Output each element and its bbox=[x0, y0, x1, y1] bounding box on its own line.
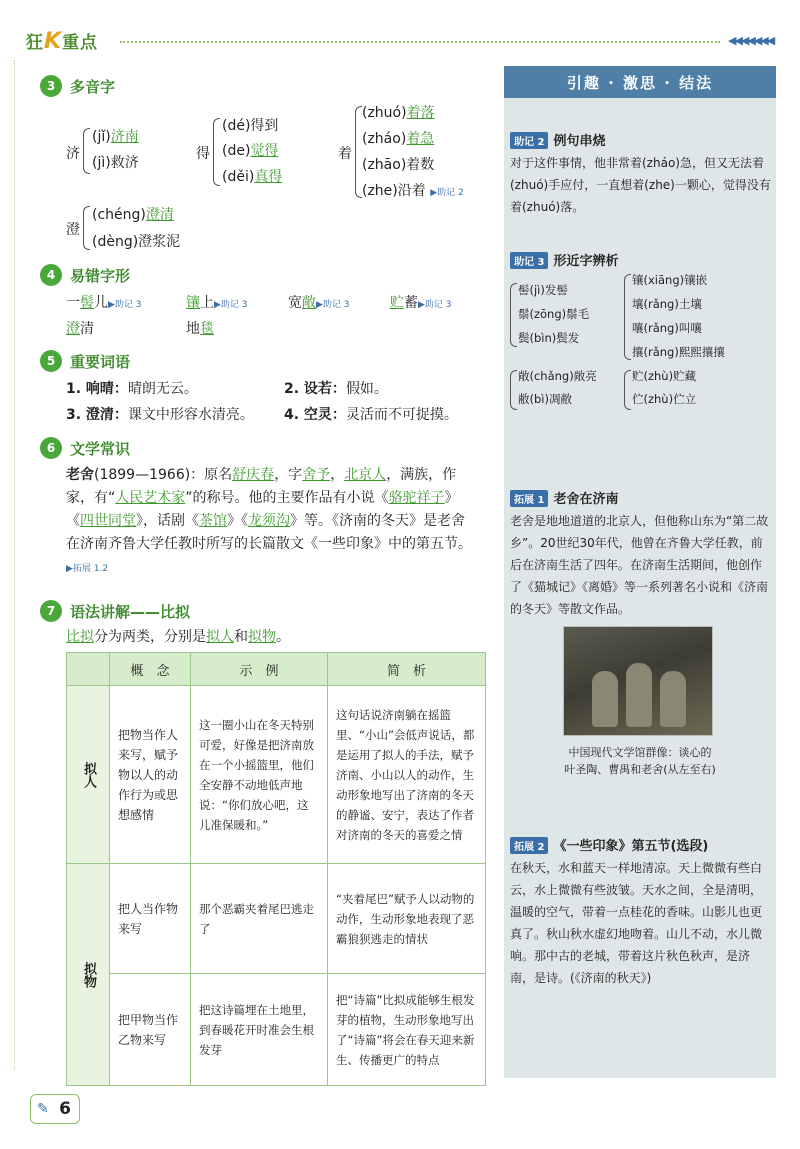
table-header-row bbox=[67, 653, 486, 686]
brace bbox=[83, 128, 90, 174]
polyphone-line: (jì)救济 bbox=[92, 155, 139, 171]
concept-cell: 把人当作物来写 bbox=[110, 864, 191, 974]
table-header-cell: 简 析 bbox=[328, 653, 486, 686]
polyphone-line: (de)觉得 bbox=[222, 143, 279, 159]
similar-char: 鬓(bìn)鬓发 bbox=[518, 331, 580, 345]
vocab-item: 4. 空灵：灵活而不可捉摸。 bbox=[284, 407, 458, 423]
example-cell: 那个恶霸夹着尾巴逃走了 bbox=[191, 864, 328, 974]
header-arrows-icon: ◀◀◀◀◀◀◀ bbox=[728, 34, 774, 47]
photo-caption: 中国现代文学馆群像：谈心的 叶圣陶、曹禺和老舍(从左至右) bbox=[564, 746, 716, 776]
brace bbox=[624, 370, 631, 410]
table-row bbox=[67, 864, 486, 974]
section-title: 多音字 bbox=[70, 77, 116, 96]
brace bbox=[213, 118, 220, 186]
memo-2-text: 对于这件事情，他非常着(zháo)急，但又无法着(zhuó)手应付，一直想着(zhe)一颗心，觉得没有着(zhuó)落。 bbox=[510, 156, 771, 214]
error-prone-word: 贮蓄▶助记 3 bbox=[390, 295, 452, 311]
table-row bbox=[67, 686, 486, 864]
brace bbox=[510, 283, 517, 347]
example-cell: 把这诗篇埋在土地里，到春暖花开时准会生根发芽 bbox=[191, 974, 328, 1086]
analysis-cell: 把“诗篇”比拟成能够生根发芽的植物，生动形象地写出了“诗篇”将会在春天迎来新生、传播更广的特点 bbox=[328, 974, 486, 1086]
logo-text-b: 重点 bbox=[62, 33, 99, 53]
similar-char: 伫(zhù)伫立 bbox=[632, 392, 697, 406]
polyphone-char-cheng: 澄 bbox=[66, 222, 80, 238]
memo-2-title: 助记 2 例句串烧 bbox=[510, 130, 605, 149]
header-logo bbox=[26, 28, 98, 54]
statue-figure bbox=[626, 663, 652, 727]
similar-char: 镶(xiāng)镶嵌 bbox=[632, 273, 708, 287]
section-6-heading bbox=[40, 437, 130, 459]
memo-3-title: 助记 3 形近字辨析 bbox=[510, 250, 618, 269]
statue-photo bbox=[563, 626, 713, 736]
error-prone-word: 宽敞▶助记 3 bbox=[288, 295, 350, 311]
similar-char: 髻(jì)发髻 bbox=[518, 283, 568, 297]
logo-text-a: 狂 bbox=[26, 33, 44, 53]
logo-text-k: K bbox=[44, 29, 63, 54]
vocab-item: 1. 响晴：晴朗无云。 bbox=[66, 381, 198, 397]
concept-cell: 把甲物当作乙物来写 bbox=[110, 974, 191, 1086]
section-title: 重要词语 bbox=[70, 352, 131, 371]
analysis-cell: “夹着尾巴”赋予人以动物的动作，生动形象地表现了恶霸狼狈逃走的情状 bbox=[328, 864, 486, 974]
grammar-table bbox=[66, 652, 486, 1086]
grammar-intro: 比拟分为两类，分别是拟人和拟物。 bbox=[66, 629, 290, 645]
polyphone-line: (dé)得到 bbox=[222, 118, 279, 134]
vocab-item: 2. 设若：假如。 bbox=[284, 381, 388, 397]
extension-2-title: 拓展 2 《一些印象》第五节(选段) bbox=[510, 835, 708, 854]
section-number-badge: 3 bbox=[40, 75, 62, 97]
error-prone-word: 一髻儿▶助记 3 bbox=[66, 295, 142, 311]
extension-1-title: 拓展 1 老舍在济南 bbox=[510, 488, 618, 507]
error-prone-word: 澄清 bbox=[66, 321, 94, 337]
polyphone-line: (zháo)着急 bbox=[362, 131, 435, 147]
header-dotted-rule bbox=[120, 41, 720, 43]
brace bbox=[355, 106, 362, 198]
page-number: ✎ 6 bbox=[30, 1094, 80, 1124]
similar-char: 嚷(rǎng)叫嚷 bbox=[632, 321, 702, 335]
polyphone-line: (jǐ)济南 bbox=[92, 129, 139, 145]
polyphone-char-ji: 济 bbox=[66, 146, 80, 162]
similar-char: 壤(rǎng)土壤 bbox=[632, 297, 702, 311]
error-prone-word: 地毯 bbox=[186, 321, 214, 337]
section-title: 文学常识 bbox=[70, 439, 131, 458]
similar-char: 鬃(zōng)鬃毛 bbox=[518, 307, 590, 321]
error-prone-word: 镶上▶助记 3 bbox=[186, 295, 248, 311]
similar-char: 敞(chǎng)敞亮 bbox=[518, 369, 597, 383]
polyphone-char-de: 得 bbox=[196, 146, 210, 162]
brace bbox=[510, 370, 517, 410]
sidebar-header: 引趣 · 激思 · 结法 bbox=[504, 66, 776, 98]
extension-1-text: 老舍是地地道道的北京人，但他称山东为“第二故乡”。20世纪30年代，他曾在齐鲁大学任教，前后在济南生活了四年。在济南生活期间，他创作了《猫城记》《离婚》等一系列著名小说和《济南的冬天》等散文作品。 bbox=[510, 514, 769, 616]
polyphone-line: (dèng)澄浆泥 bbox=[92, 234, 181, 250]
polyphone-line: (zhuó)着落 bbox=[362, 105, 435, 121]
polyphone-char-zhao: 着 bbox=[338, 146, 352, 162]
extension-2-text: 在秋天，水和蓝天一样地清凉。天上微微有些白云，水上微微有些波皱。天水之间，全是清明，温暖的空气，带着一点桂花的香味。山影儿也更真了。秋山秋水虚幻地吻着。山儿不动，水儿微响。那中古的老城，带着这片秋色秋声，是济南，是诗。(《济南的秋天》) bbox=[510, 861, 763, 985]
table-header-cell: 示 例 bbox=[191, 653, 328, 686]
example-cell: 这一圈小山在冬天特别可爱，好像是把济南放在一个小摇篮里，他们全安静不动地低声地说：“你们放心吧，这儿准保暖和。” bbox=[191, 686, 328, 864]
statue-figure bbox=[592, 671, 618, 727]
section-number-badge: 6 bbox=[40, 437, 62, 459]
section-title: 易错字形 bbox=[70, 266, 131, 285]
literature-paragraph: 老舍(1899—1966)：原名舒庆春，字舍予，北京人，满族，作家，有“人民艺术家”的称号。他的主要作品有小说《骆驼祥子》《四世同堂》，话剧《茶馆》《龙须沟》等。《济南的冬天》是老舍在济南齐鲁大学任教时所写的长篇散文《一些印象》中的第五节。▶拓展 1.2 bbox=[66, 467, 472, 574]
section-4-heading bbox=[40, 264, 130, 286]
concept-cell: 把物当作人来写，赋予物以人的动作行为或思想感情 bbox=[110, 686, 191, 864]
polyphone-line: (zhāo)着数 bbox=[362, 157, 435, 173]
vocab-item: 3. 澄清：课文中形容水清亮。 bbox=[66, 407, 254, 423]
category-cell: 拟人 bbox=[67, 686, 110, 864]
book-icon: ✎ bbox=[37, 1101, 49, 1117]
section-number-badge: 4 bbox=[40, 264, 62, 286]
category-cell: 拟物 bbox=[67, 864, 110, 1086]
section-number-badge: 7 bbox=[40, 600, 62, 622]
section-7-heading bbox=[40, 600, 190, 622]
brace bbox=[624, 274, 631, 360]
left-margin-rule bbox=[14, 60, 15, 1070]
table-row bbox=[67, 974, 486, 1086]
memo-link: ▶助记 2 bbox=[430, 188, 464, 198]
section-number-badge: 5 bbox=[40, 350, 62, 372]
similar-char: 敝(bì)凋敝 bbox=[518, 392, 572, 406]
table-header-cell: 概 念 bbox=[110, 653, 191, 686]
similar-char: 攘(rǎng)熙熙攘攘 bbox=[632, 345, 725, 359]
section-5-heading bbox=[40, 350, 130, 372]
statue-figure bbox=[660, 671, 686, 727]
polyphone-line: (chéng)澄清 bbox=[92, 207, 174, 223]
similar-char: 贮(zhù)贮藏 bbox=[632, 369, 697, 383]
brace bbox=[83, 206, 90, 250]
section-title: 语法讲解——比拟 bbox=[70, 602, 191, 621]
polyphone-line: (zhe)沿着 ▶助记 2 bbox=[362, 183, 464, 199]
polyphone-line: (děi)真得 bbox=[222, 169, 283, 185]
analysis-cell: 这句话说济南躺在摇篮里、“小山”会低声说话，都是运用了拟人的手法，赋予济南、小山以人的动作，生动形象地写出了济南的冬天的静谧、安宁，表达了作者对济南的冬天的喜爱之情 bbox=[328, 686, 486, 864]
table-header-cell bbox=[67, 653, 110, 686]
section-3-heading bbox=[40, 75, 115, 97]
